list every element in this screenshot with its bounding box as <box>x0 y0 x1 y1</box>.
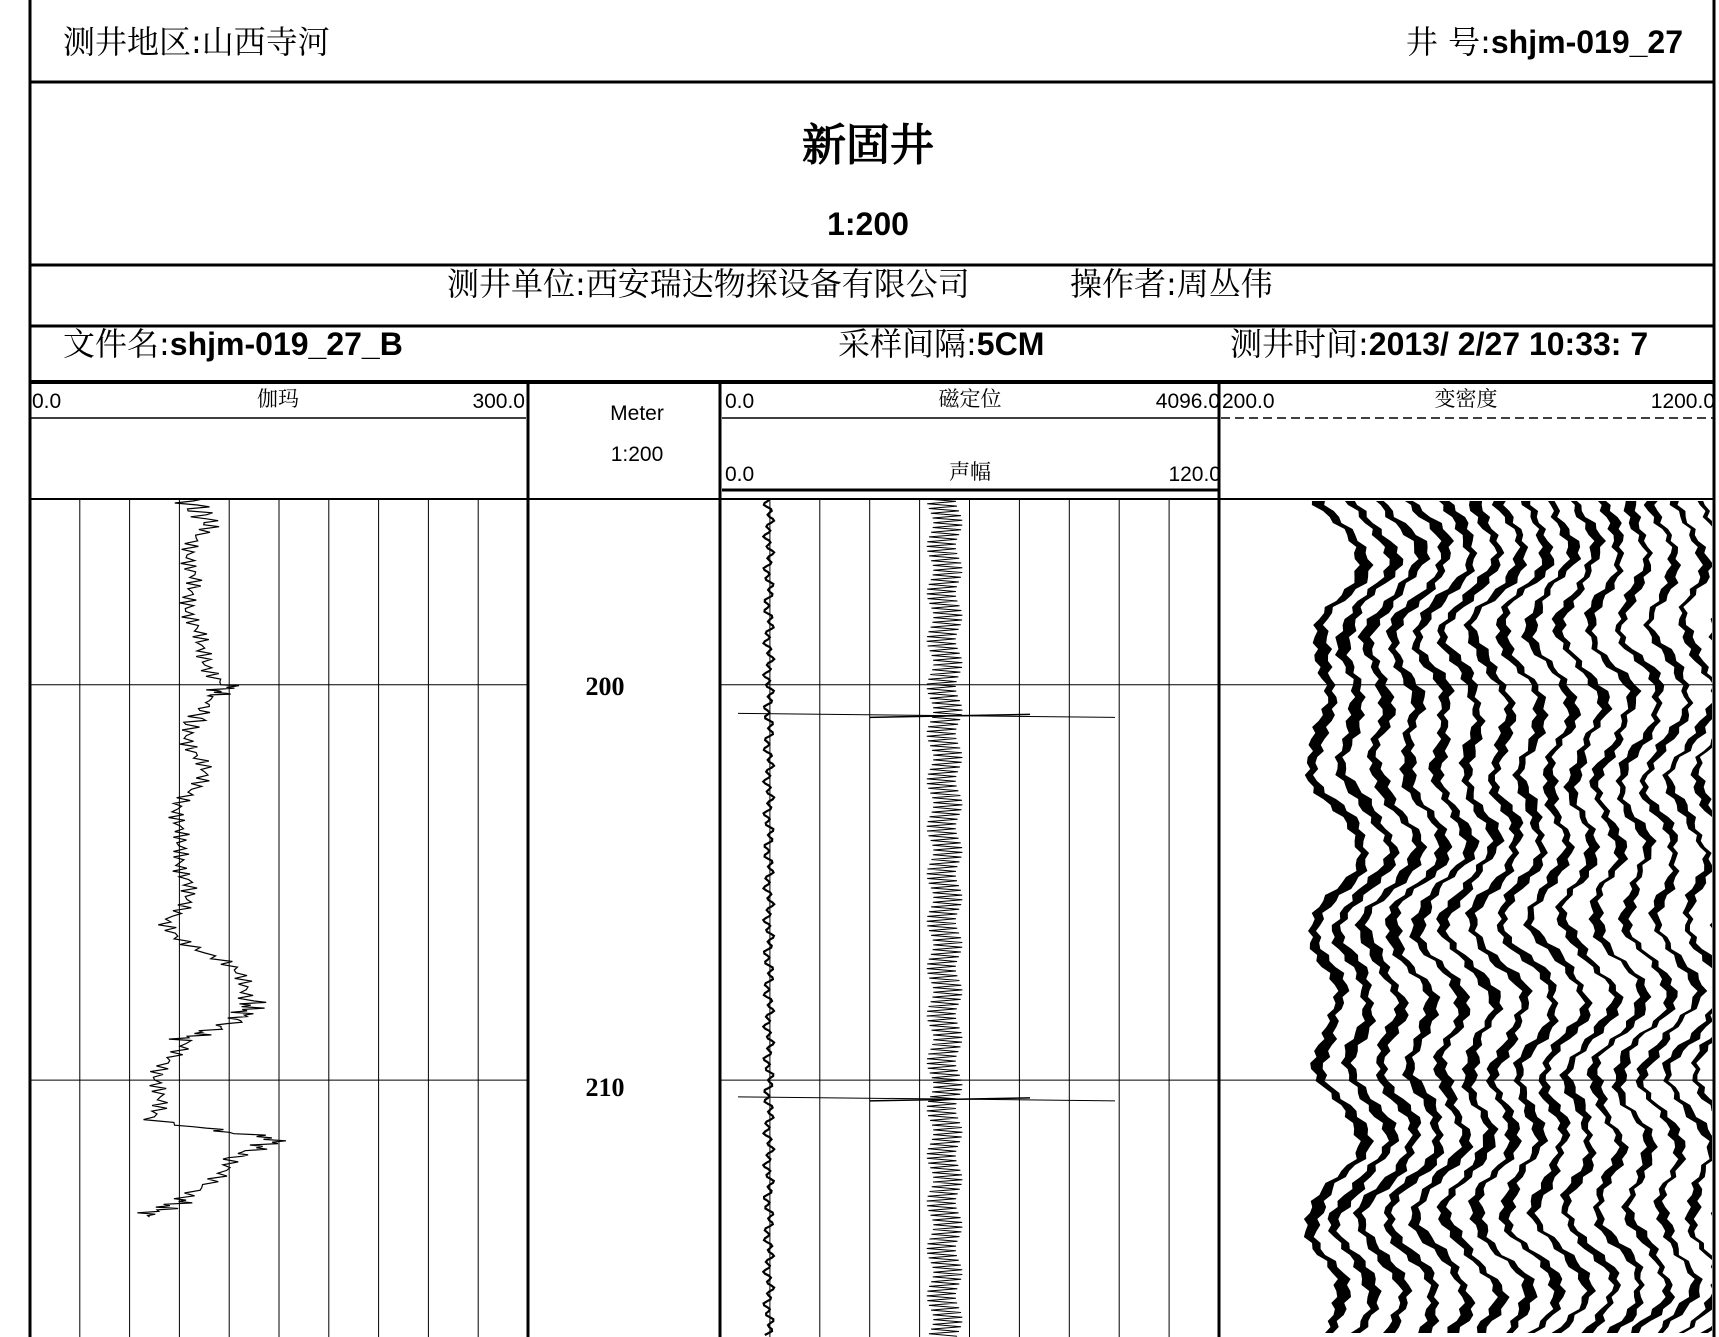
area-value: 山西寺河 <box>201 23 330 61</box>
amp-max-label: 120.0 <box>1168 463 1221 486</box>
file-field <box>63 325 403 363</box>
time-label: 测井时间: <box>1230 325 1369 363</box>
amp-track-name: 声幅 <box>949 460 991 484</box>
file-value: shjm-019_27_B <box>169 326 403 362</box>
ccl-curve <box>763 499 774 1335</box>
gamma-curve <box>137 499 286 1217</box>
area-field <box>63 23 330 61</box>
time-field <box>1230 325 1649 363</box>
gamma-track-name: 伽玛 <box>257 387 299 411</box>
interval-value: 5CM <box>976 326 1045 362</box>
amplitude-curve <box>927 499 963 1336</box>
interval-field <box>838 325 1045 363</box>
well-no-value: shjm-019_27 <box>1490 24 1683 60</box>
vdl-max-label: 1200.0 <box>1650 390 1715 413</box>
interval-label: 采样间隔: <box>838 325 977 363</box>
depth-unit-label: Meter <box>610 402 664 425</box>
ccl-max-label: 4096.0 <box>1155 390 1220 413</box>
company-text: 测井单位:西安瑞达物探设备有限公司 <box>447 265 970 303</box>
gamma-min-label: 0.0 <box>32 390 62 413</box>
time-value: 2013/ 2/27 10:33: 7 <box>1368 326 1649 362</box>
vdl-min-label: 200.0 <box>1222 390 1275 413</box>
well-no-field <box>1405 23 1683 61</box>
vdl-track-name: 变密度 <box>1434 387 1498 411</box>
amp-min-label: 0.0 <box>725 463 755 486</box>
depth-scale-label: 1:200 <box>610 443 664 466</box>
well-no-label: 井 号: <box>1405 23 1491 61</box>
area-label: 测井地区: <box>63 23 202 61</box>
ccl-track-name: 磁定位 <box>938 387 1002 411</box>
scale-text: 1:200 <box>827 206 909 242</box>
file-label: 文件名: <box>63 325 170 363</box>
depth-tick-label: 200 <box>585 672 625 701</box>
page-title: 新固井 <box>802 120 934 171</box>
vdl-stripe <box>1662 499 1719 1333</box>
gamma-max-label: 300.0 <box>472 390 525 413</box>
operator-text: 操作者:周丛伟 <box>1070 265 1273 303</box>
depth-tick-label: 210 <box>585 1073 625 1102</box>
vdl-stripe <box>1552 499 1624 1333</box>
vdl-image <box>1304 499 1719 1333</box>
ccl-min-label: 0.0 <box>725 390 755 413</box>
